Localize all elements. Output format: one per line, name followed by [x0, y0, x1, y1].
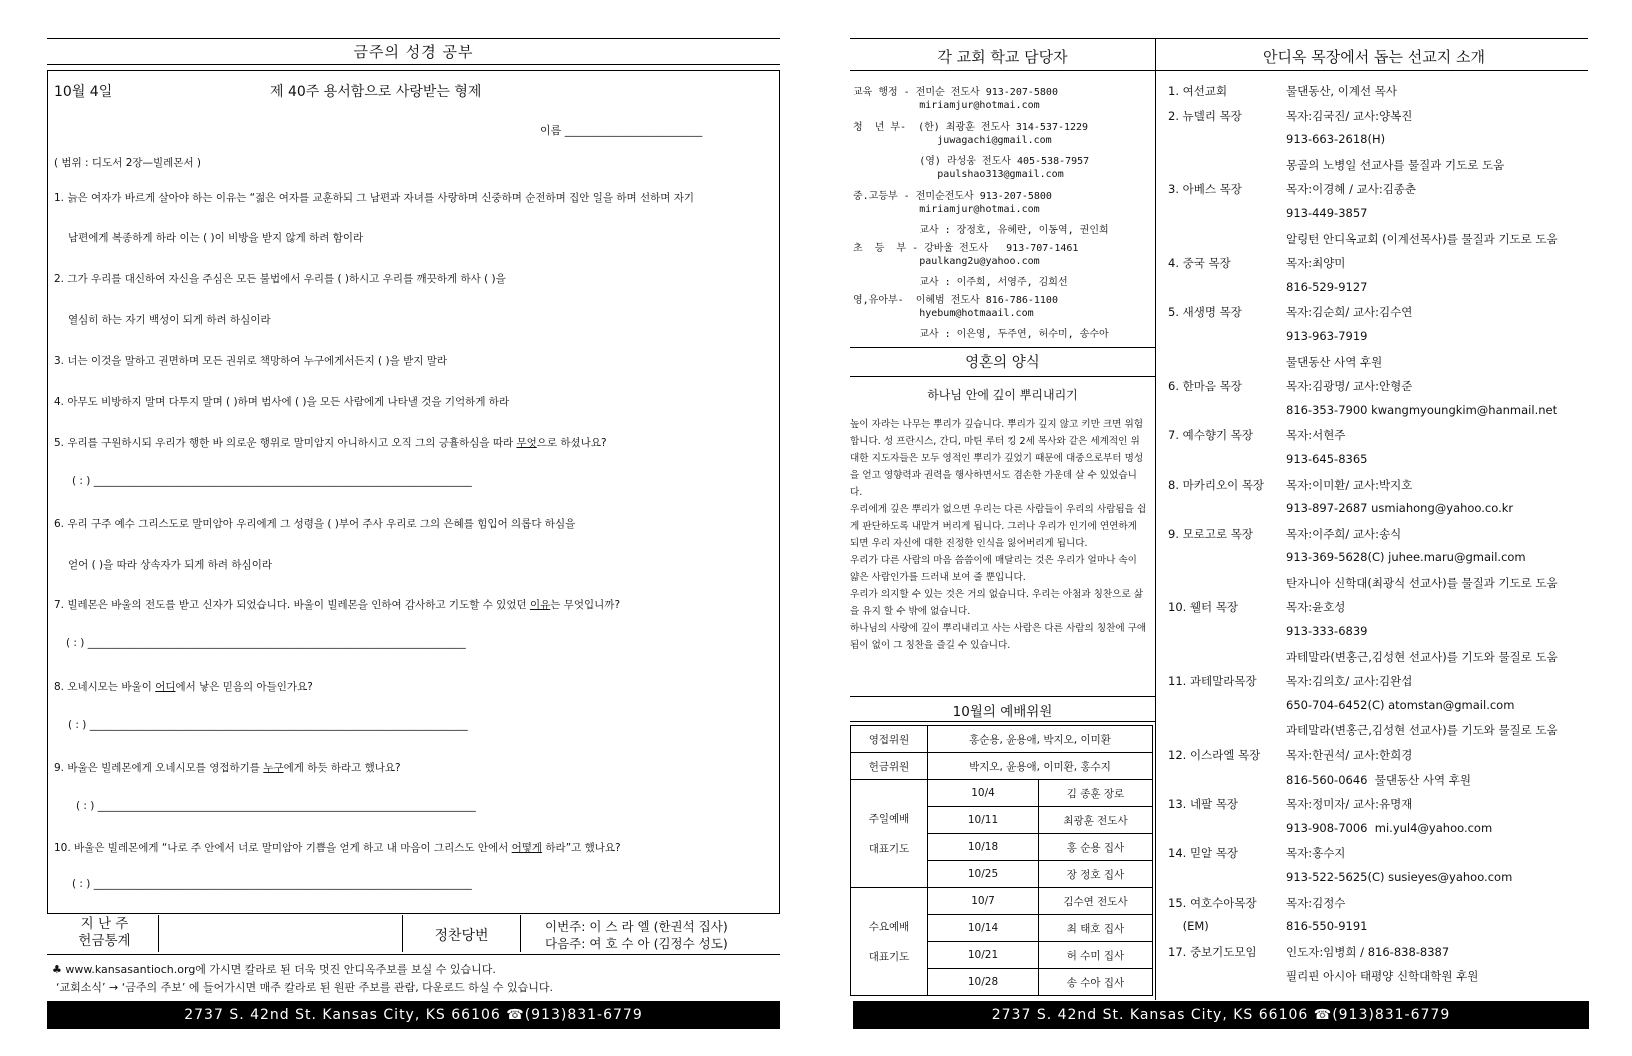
answer-7-line: ( : ) ________________________________________________________________________ — [66, 637, 466, 649]
staff-section-rule — [850, 347, 1155, 348]
wednesday-date: 10/14 — [928, 915, 1039, 942]
right-top-rule — [850, 38, 1588, 39]
mission-detail: 알링턴 안디옥교회 (이계선목사)를 물질과 기도로 도움 — [1286, 231, 1558, 246]
question-1-line-1: 1. 늙은 여자가 바르게 살아야 하는 이유는 “젊은 여자를 교훈하되 그 남편과 자녀를 사랑하며 신중하며 순전하며 집안 일을 하며 선하며 자기 — [54, 192, 695, 204]
staff-line: paulkang2u@yahoo.com — [853, 255, 1040, 267]
wednesday-name: 송 수아 집사 — [1039, 969, 1153, 996]
mission-label — [1168, 280, 1286, 305]
mission-detail: 목자:김순희/ 교사:김수연 — [1286, 305, 1413, 320]
school-staff-heading: 각 교회 학교 담당자 — [937, 48, 1068, 66]
mission-row — [1168, 157, 1588, 182]
mission-row — [1168, 649, 1588, 674]
mission-row — [1168, 796, 1588, 821]
mission-detail: 몽골의 노병일 선교사를 물질과 기도로 도움 — [1286, 157, 1505, 172]
mission-detail: 913-522-5625(C) susieyes@yahoo.com — [1286, 870, 1513, 884]
meal-duty-label: 정찬당번 — [434, 928, 489, 944]
school-staff-list — [853, 83, 1153, 342]
table-row — [851, 753, 1153, 780]
mission-label — [1168, 575, 1286, 600]
mission-row — [1168, 231, 1588, 256]
mission-row — [1168, 427, 1588, 452]
left-heading-rule — [47, 64, 780, 65]
mission-detail: 913-663-2618(H) — [1286, 132, 1386, 147]
mission-row — [1168, 575, 1588, 600]
question-2-line-2: 열심히 하는 자기 백성이 되게 하려 하심이라 — [68, 314, 271, 326]
mission-label — [1168, 329, 1286, 354]
mission-row — [1168, 132, 1588, 157]
soul-paragraph: 우리가 의지할 수 있는 것은 거의 없습니다. 우리는 아첨과 칭찬으로 삶을 유지 할 수 밖에 없습니다. — [850, 589, 1144, 617]
mission-label: 3. 아베스 목장 — [1168, 182, 1242, 197]
mission-detail: 목자:한권석/ 교사:한희경 — [1286, 748, 1413, 763]
mission-label — [1168, 968, 1286, 993]
mission-row — [1168, 673, 1588, 698]
mission-detail: 목자:김광명/ 교사:안형준 — [1286, 379, 1413, 394]
mission-detail: 목자:정미자/ 교사:유명재 — [1286, 797, 1413, 812]
church-address-bar: 2737 S. 42nd St. Kansas City, KS 66106 ☎(913)831-6779 — [47, 1001, 780, 1029]
mission-row — [1168, 772, 1588, 797]
bible-study-heading: 금주의 성경 공부 — [353, 43, 474, 61]
mission-label: 1. 여선교회 — [1168, 84, 1228, 98]
answer-10-line: ( : ) ________________________________________________________________________ — [72, 878, 472, 890]
mission-label — [1168, 452, 1286, 477]
answer-8-line: ( : ) ________________________________________________________________________ — [68, 719, 468, 731]
mission-label — [1168, 649, 1286, 674]
staff-line: paulshao313@gmail.com — [853, 169, 1064, 181]
mission-detail: 816-353-7900 kwangmyoungkim@hanmail.net — [1286, 402, 1558, 417]
mission-row — [1168, 304, 1588, 329]
mission-row — [1168, 206, 1588, 231]
mission-row — [1168, 378, 1588, 403]
wednesday-date: 10/28 — [928, 969, 1039, 996]
wednesday-prayer-label: 수요예배 대표기도 — [851, 888, 928, 996]
study-title: 제 40주 용서함으로 사랑받는 형제 — [270, 84, 482, 100]
mission-label — [1168, 501, 1286, 526]
mission-label: 2. 뉴델리 목장 — [1168, 108, 1242, 123]
missions-list — [1168, 83, 1588, 993]
mission-label: 4. 중국 목장 — [1168, 256, 1231, 271]
mission-row — [1168, 870, 1588, 895]
mission-detail: 650-704-6452(C) atomstan@gmail.com — [1286, 697, 1515, 712]
mission-detail: 목자:이경혜 / 교사:김종춘 — [1286, 182, 1417, 197]
soul-paragraph: 우리에게 깊은 뿌리가 없으면 우리는 다른 사람들이 우리의 사람됨을 쉽게 판단하도록 내맡겨 버리게 됩니다. 그러나 우리가 인기에 연연하게 되면 우리 자신에 대한 진정한 인식을 잃어버리게 됩니다. — [850, 504, 1147, 549]
question-10: 10. 바울은 빌레몬에게 “나로 주 안에서 너로 말미암아 기쁨을 얻게 하고 내 마음이 그리스도 안에서 어떻게 하라”고 했나요? — [54, 842, 621, 854]
mission-detail: 목자:서현주 — [1286, 428, 1346, 443]
question-3: 3. 너는 이것을 말하고 권면하며 모든 권위로 책망하여 누구에게서든지 ( )을 받지 말라 — [54, 355, 447, 367]
soul-paragraph: 높이 자라는 나무는 뿌리가 깊습니다. 뿌리가 깊지 않고 키만 크면 위험합니다. 성 프란시스, 간디, 마틴 루터 킹 2세 목사와 같은 세계적인 위대한 지도자들은 모두 영적인 뿌리가 깊었기 때문에 대중으로부터 명성을 얻고 영향력과 권력을 행사하면서도 겸손한 가운데 살 수 있었습니다. — [850, 419, 1144, 498]
mission-detail: 목자:이미환/ 교사:박지호 — [1286, 477, 1413, 492]
mission-detail: 913-645-8365 — [1286, 451, 1368, 466]
staff-line: 교사 : 이은영, 두주연, 허수미, 송수아 — [853, 329, 1109, 341]
missions-heading: 안디옥 목장에서 돕는 선교지 소개 — [1263, 48, 1485, 66]
table-row — [851, 780, 1153, 807]
right-heading-rule — [850, 70, 1588, 71]
sunday-name: 장 정호 집사 — [1039, 861, 1153, 888]
mission-row — [1168, 108, 1588, 133]
mission-detail: 목자:김정수 — [1286, 895, 1346, 910]
left-top-rule — [47, 38, 780, 39]
worship-rule-bottom — [850, 721, 1155, 722]
sunday-name: 김 종훈 장로 — [1039, 780, 1153, 807]
mission-label — [1168, 206, 1286, 231]
mission-label — [1168, 132, 1286, 157]
soul-paragraph: 하나님의 사랑에 깊이 뿌리내리고 사는 사람은 다른 사람의 칭찬에 구애됨이 없이 그 칭찬을 즐길 수 있습니다. — [850, 623, 1147, 651]
staff-line: juwagachi@gmail.com — [853, 134, 1052, 146]
wednesday-date: 10/7 — [928, 888, 1039, 915]
mission-row — [1168, 477, 1588, 502]
mission-label — [1168, 722, 1286, 747]
mission-label — [1168, 821, 1286, 846]
question-2-line-1: 2. 그가 우리를 대신하여 자신을 주심은 모든 불법에서 우리를 ( )하시고 우리를 깨끗하게 하사 ( )을 — [54, 273, 506, 285]
mission-detail: 816-560-0646 물댄동산 사역 후원 — [1286, 772, 1471, 787]
mission-detail: 목자:김국진/ 교사:양복진 — [1286, 108, 1413, 123]
staff-line: 초 등 부 - 강바울 전도사 913-707-1461 — [853, 242, 1079, 254]
mission-row — [1168, 845, 1588, 870]
mission-detail: 913-908-7006 mi.yul4@yahoo.com — [1286, 820, 1493, 835]
mission-label: 14. 믿알 목장 — [1168, 846, 1239, 861]
meal-duty-next-week: 다음주: 여 호 수 아 (김정수 성도) — [545, 936, 728, 951]
offering-label: 지 난 주 헌금통계 — [78, 916, 131, 949]
mission-detail: 913-963-7919 — [1286, 328, 1368, 343]
offering-committee-label: 헌금위원 — [851, 753, 928, 780]
mission-row — [1168, 599, 1588, 624]
mission-row — [1168, 624, 1588, 649]
mission-detail: 913-369-5628(C) juhee.maru@gmail.com — [1286, 550, 1526, 565]
website-note: ♣ www.kansasantioch.org에 가시면 칼라로 된 더욱 멋진 안디옥주보를 보실 수 있습니다. — [52, 963, 496, 976]
wednesday-name: 허 수미 집사 — [1039, 942, 1153, 969]
meal-duty-this-week: 이번주: 이 스 라 엘 (한권석 집사) — [545, 919, 728, 934]
mission-label — [1168, 231, 1286, 256]
church-address-bar-right: 2737 S. 42nd St. Kansas City, KS 66106 ☎(913)831-6779 — [853, 1001, 1589, 1029]
question-6-line-1: 6. 우리 구주 예수 그리스도로 말미암아 우리에게 그 성령을 ( )부어 주사 우리로 그의 은혜를 힘입어 의롭다 하심을 — [54, 518, 576, 530]
mission-row — [1168, 403, 1588, 428]
offering-committee-names: 박지오, 윤용애, 이미환, 홍수지 — [928, 753, 1153, 780]
sunday-name: 최광훈 전도사 — [1039, 807, 1153, 834]
mission-detail: 913-449-3857 — [1286, 205, 1368, 220]
mission-detail: 목자:이주희/ 교사:송식 — [1286, 526, 1402, 541]
mission-label: 11. 과테말라목장 — [1168, 674, 1257, 689]
mission-detail: 탄자니아 신학대(최광식 선교사)를 물질과 기도로 도움 — [1286, 575, 1558, 590]
answer-9-line: ( : ) ________________________________________________________________________ — [76, 800, 476, 812]
soul-food-subtitle: 하나님 안에 깊이 뿌리내리기 — [927, 388, 1078, 402]
wednesday-name: 최 태호 집사 — [1039, 915, 1153, 942]
worship-committee-table — [850, 725, 1153, 996]
staff-line: 교육 행정 - 전미순 전도사 913-207-5800 — [853, 87, 1058, 98]
mission-detail: 913-333-6839 — [1286, 624, 1368, 639]
question-5: 5. 우리를 구원하시되 우리가 행한 바 의로운 행위로 말미암지 아니하시고 오직 그의 긍휼하심을 따라 무엇으로 하셨나요? — [54, 437, 607, 449]
mission-label — [1168, 403, 1286, 428]
greeters-label: 영접위원 — [851, 726, 928, 753]
mission-row — [1168, 698, 1588, 723]
mission-label — [1168, 772, 1286, 797]
question-7: 7. 빌레몬은 바울의 전도를 받고 신자가 되었습니다. 바울이 빌레몬을 인하여 감사하고 기도할 수 있었던 이유는 무엇입니까? — [54, 599, 621, 611]
mission-detail: 필리핀 아시아 태평양 신학대학원 후원 — [1286, 969, 1479, 984]
sunday-date: 10/18 — [928, 834, 1039, 861]
offering-divider-3 — [520, 915, 521, 952]
mission-label — [1168, 354, 1286, 379]
mission-detail: 과테말라(변홍근,김성현 선교사)를 기도와 물질로 도움 — [1286, 649, 1558, 664]
mission-detail: 816-550-9191 — [1286, 919, 1368, 934]
mission-row — [1168, 550, 1588, 575]
wednesday-date: 10/21 — [928, 942, 1039, 969]
table-row — [851, 726, 1153, 753]
mission-row — [1168, 747, 1588, 772]
mission-row — [1168, 452, 1588, 477]
mission-label: 8. 마카리오이 목장 — [1168, 477, 1265, 492]
mission-detail: 인도자:임병희 / 816-838-8387 — [1286, 944, 1450, 959]
mission-label — [1168, 624, 1286, 649]
greeters-names: 홍순용, 윤용애, 박지오, 이미환 — [928, 726, 1153, 753]
mission-row — [1168, 280, 1588, 305]
mission-detail: 과테말라(변홍근,김성현 선교사)를 기도와 물질로 도움 — [1286, 723, 1558, 738]
study-scope: ( 범위 : 디도서 2장—빌레몬서 ) — [54, 157, 202, 169]
mission-label: 17. 중보기도모임 — [1168, 944, 1257, 959]
mission-row — [1168, 329, 1588, 354]
staff-line: 중.고등부 - 전미순전도사 913-207-5800 — [853, 190, 1052, 202]
mission-row — [1168, 944, 1588, 969]
staff-line: hyebum@hotmaail.com — [853, 307, 1034, 319]
mission-row — [1168, 501, 1588, 526]
sunday-date: 10/11 — [928, 807, 1039, 834]
mission-detail: 목자:최양미 — [1286, 256, 1346, 271]
soul-food-body — [850, 416, 1147, 654]
offering-divider-2 — [402, 915, 403, 952]
offering-divider-1 — [158, 915, 159, 952]
question-4: 4. 아무도 비방하지 말며 다투지 말며 ( )하며 범사에 ( )을 모든 사람에게 나타낼 것을 기억하게 하라 — [54, 396, 510, 408]
mission-row — [1168, 919, 1588, 944]
question-6-line-2: 얻어 ( )을 따라 상속자가 되게 하려 하심이라 — [68, 559, 272, 571]
mission-row — [1168, 821, 1588, 846]
mission-label: 15. 여호수아목장 — [1168, 895, 1257, 910]
mission-label — [1168, 550, 1286, 575]
worship-rule-top — [850, 696, 1155, 697]
staff-line: 교사 : 장정호, 유혜란, 이동역, 권인희 — [853, 225, 1109, 237]
mission-label: 13. 네팔 목장 — [1168, 797, 1239, 812]
mission-row — [1168, 722, 1588, 747]
mission-detail: 913-897-2687 usmiahong@yahoo.co.kr — [1286, 501, 1514, 516]
sunday-name: 홍 순용 집사 — [1039, 834, 1153, 861]
mission-detail: 목자:윤호성 — [1286, 600, 1346, 615]
soul-food-rule — [850, 376, 1155, 377]
staff-line: miriamjur@hotmai.com — [853, 100, 1040, 112]
answer-5-line: ( : ) ________________________________________________________________________ — [72, 475, 472, 487]
mission-row — [1168, 526, 1588, 551]
mission-detail: 목자:홍수지 — [1286, 846, 1346, 861]
mission-row — [1168, 354, 1588, 379]
mission-label: 12. 이스라엘 목장 — [1168, 748, 1261, 763]
question-1-line-2: 남편에게 복종하게 하라 이는 ( )이 비방을 받지 않게 하려 함이라 — [68, 232, 364, 244]
website-note-2: ‘교회소식’ → ‘금주의 주보’ 에 들어가시면 매주 칼라로 된 원판 주보를 관람, 다운로드 하실 수 있습니다. — [56, 981, 554, 994]
mission-label: 5. 새생명 목장 — [1168, 305, 1242, 320]
name-field: 이름 _________________________ — [540, 124, 703, 137]
staff-line: 청 년 부- (한) 최광훈 전도사 314-537-1229 — [853, 121, 1089, 133]
mission-label: 6. 한마음 목장 — [1168, 379, 1242, 394]
question-8: 8. 오네시모는 바울이 어디에서 낳은 믿음의 아들인가요? — [54, 681, 313, 693]
staff-line: 교사 : 이주희, 서영주, 김희선 — [853, 277, 1068, 289]
mission-label: (EM) — [1168, 919, 1209, 934]
mission-row — [1168, 83, 1588, 108]
mission-label — [1168, 870, 1286, 895]
mission-label: 9. 모로고로 목장 — [1168, 526, 1253, 541]
wednesday-name: 김수연 전도사 — [1039, 888, 1153, 915]
mission-row — [1168, 895, 1588, 920]
table-row — [851, 888, 1153, 915]
mission-label — [1168, 157, 1286, 182]
staff-line: (영) 라성웅 전도사 405-538-7957 — [853, 156, 1090, 168]
mission-detail: 816-529-9127 — [1286, 279, 1368, 294]
soul-food-title: 영혼의 양식 — [965, 355, 1040, 371]
mission-detail: 목자:김의호/ 교사:김완섭 — [1286, 674, 1413, 689]
mission-label: 10. 웰터 목장 — [1168, 600, 1239, 615]
mission-row — [1168, 968, 1588, 993]
sunday-date: 10/25 — [928, 861, 1039, 888]
mission-label: 7. 예수향기 목장 — [1168, 428, 1253, 443]
right-column-divider — [1155, 38, 1156, 1000]
sunday-date: 10/4 — [928, 780, 1039, 807]
mission-label — [1168, 698, 1286, 723]
worship-committee-title: 10월의 예배위원 — [952, 704, 1053, 720]
mission-detail: 물댄동산, 이계선 목사 — [1286, 84, 1397, 98]
mission-row — [1168, 255, 1588, 280]
sunday-prayer-label: 주일예배 대표기도 — [851, 780, 928, 888]
study-date: 10월 4일 — [54, 84, 113, 100]
question-9: 9. 바울은 빌레몬에게 오네시모를 영접하기를 누구에게 하듯 하라고 했나요? — [54, 762, 401, 774]
soul-paragraph: 우리가 다른 사람의 마음 씀씀이에 매달리는 것은 우리가 얼마나 속이 얇은 사람인가를 드러내 보여 줄 뿐입니다. — [850, 555, 1137, 583]
staff-line: 영,유아부- 이혜범 전도사 816-786-1100 — [853, 294, 1058, 306]
mission-row — [1168, 181, 1588, 206]
mission-detail: 물댄동산 사역 후원 — [1286, 354, 1383, 369]
staff-line: miriamjur@hotmai.com — [853, 204, 1040, 216]
